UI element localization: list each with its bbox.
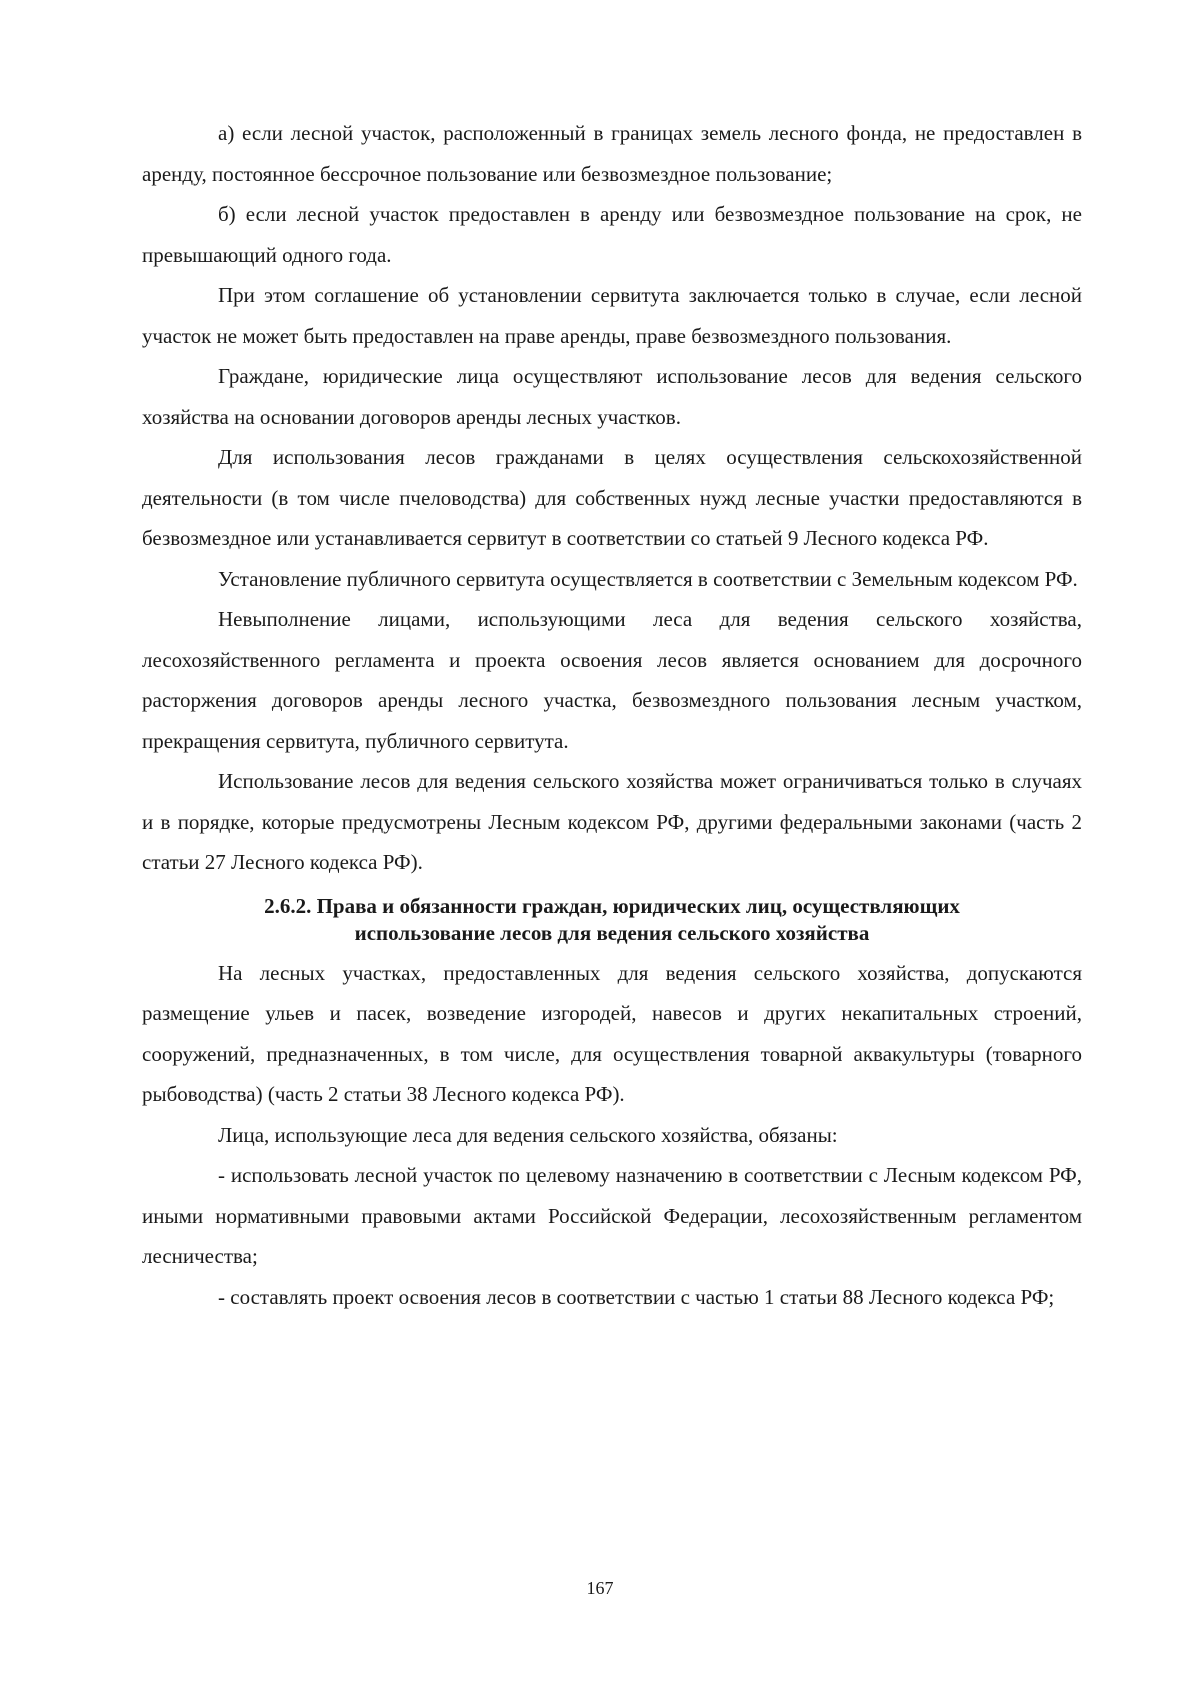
- paragraph-citizens-use: Для использования лесов гражданами в целях осуществления сельскохозяйственной деятельности (в том числе пчеловодства) для собственных нужд лесные участки предоставляются в безвозмездное или устанавливается сервитут в соответствии со статьей 9 Лесного кодекса РФ.: [142, 445, 1082, 550]
- paragraph-non-compliance: Невыполнение лицами, использующими леса для ведения сельского хозяйства, лесохозяйственного регламента и проекта освоения лесов является основанием для досрочного расторжения договоров аренды лесного участка, безвозмездного пользования лесным участком, прекращения сервитута, публичного сервитута.: [142, 607, 1082, 753]
- paragraph-allowed-structures: На лесных участках, предоставленных для ведения сельского хозяйства, допускаются размещение ульев и пасек, возведение изгородей, навесов и других некапитальных строений, сооружений, предназначенных, в том числе, для осуществления товарной аквакультуры (товарного рыбоводства) (часть 2 статьи 38 Лесного кодекса РФ).: [142, 960, 1082, 1106]
- section-heading-line-1: 2.6.2. Права и обязанности граждан, юридических лиц, осуществляющих: [264, 893, 960, 918]
- paragraph-item-a: а) если лесной участок, расположенный в границах земель лесного фонда, не предоставлен в аренду, постоянное бессрочное пользование или безвозмездное пользование;: [142, 121, 1082, 186]
- list-item-obligation-1: - использовать лесной участок по целевому назначению в соответствии с Лесным кодексом РФ, иными нормативными правовыми актами Российской Федерации, лесохозяйственным регламентом лесничества;: [142, 1163, 1082, 1268]
- paragraph-obligations-intro: Лица, использующие леса для ведения сельского хозяйства, обязаны:: [218, 1122, 838, 1147]
- paragraph-restrictions: Использование лесов для ведения сельского хозяйства может ограничиваться только в случаях и в порядке, которые предусмотрены Лесным кодексом РФ, другими федеральными законами (часть 2 статьи 27 Лесного кодекса РФ).: [142, 769, 1082, 874]
- section-heading-line-2: использование лесов для ведения сельского хозяйства: [354, 920, 870, 945]
- text-body: [142, 113, 1082, 1317]
- section-heading: [142, 889, 1082, 951]
- paragraph-servitude-agreement: При этом соглашение об установлении сервитута заключается только в случае, если лесной участок не может быть предоставлен на праве аренды, праве безвозмездного пользования.: [142, 283, 1082, 348]
- paragraph-public-servitude: Установление публичного сервитута осуществляется в соответствии с Земельным кодексом РФ.: [218, 566, 1078, 591]
- list-item-obligation-2: - составлять проект освоения лесов в соответствии с частью 1 статьи 88 Лесного кодекса РФ;: [218, 1284, 1055, 1309]
- paragraph-lease-basis: Граждане, юридические лица осуществляют использование лесов для ведения сельского хозяйства на основании договоров аренды лесных участков.: [142, 364, 1082, 429]
- paragraph-item-b: б) если лесной участок предоставлен в аренду или безвозмездное пользование на срок, не превышающий одного года.: [142, 202, 1082, 267]
- page-number: 167: [586, 1578, 614, 1598]
